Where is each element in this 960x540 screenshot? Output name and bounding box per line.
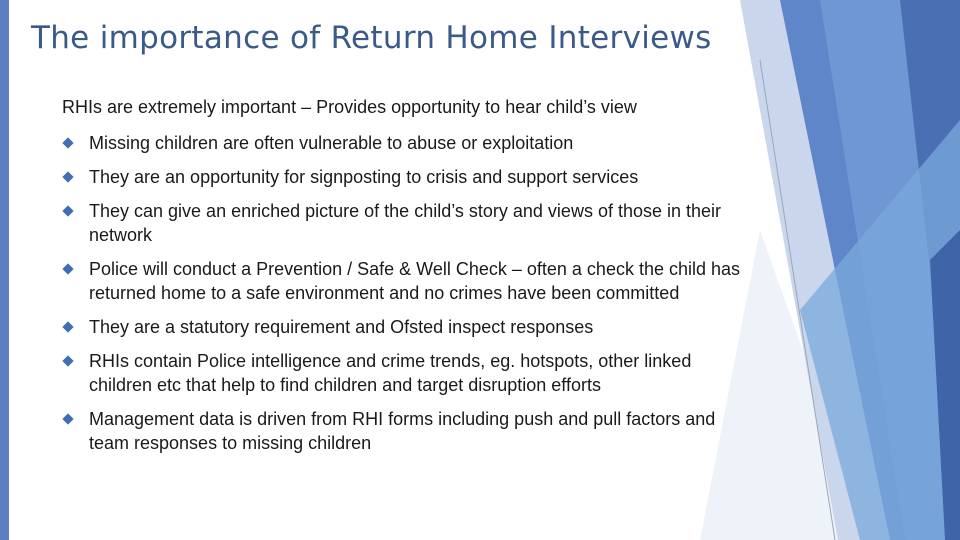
diamond-bullet-icon <box>62 413 73 424</box>
bullet-text: They are a statutory requirement and Ofsted inspect responses <box>89 317 594 337</box>
bullet-item <box>62 199 742 247</box>
bullet-text: They can give an enriched picture of the child’s story and views of those in their network <box>89 201 722 245</box>
bullet-item <box>62 131 742 155</box>
diamond-bullet-icon <box>62 355 73 366</box>
bullet-item <box>62 407 742 455</box>
diamond-bullet-icon <box>62 263 73 274</box>
bullet-text: They are an opportunity for signposting to crisis and support services <box>89 167 639 187</box>
bullet-item <box>62 257 742 305</box>
diamond-bullet-icon <box>62 321 73 332</box>
left-edge-bar <box>0 0 9 540</box>
bullet-item <box>62 165 742 189</box>
slide-title: The importance of Return Home Interviews <box>31 20 712 56</box>
bullet-item <box>62 315 742 339</box>
intro-text: RHIs are extremely important – Provides opportunity to hear child’s view <box>62 97 637 117</box>
bullet-text: Police will conduct a Prevention / Safe & Well Check – often a check the child has returned home to a safe environment and no crimes have been committed <box>89 259 741 303</box>
diamond-bullet-icon <box>62 205 73 216</box>
diamond-bullet-icon <box>62 171 73 182</box>
bullet-text: RHIs contain Police intelligence and crime trends, eg. hotspots, other linked children etc that help to find children and target disruption efforts <box>89 351 692 395</box>
bullet-item <box>62 349 742 397</box>
bullet-list <box>62 131 742 465</box>
bullet-text: Missing children are often vulnerable to abuse or exploitation <box>89 133 574 153</box>
diamond-bullet-icon <box>62 137 73 148</box>
bullet-text: Management data is driven from RHI forms including push and pull factors and team responses to missing children <box>89 409 716 453</box>
